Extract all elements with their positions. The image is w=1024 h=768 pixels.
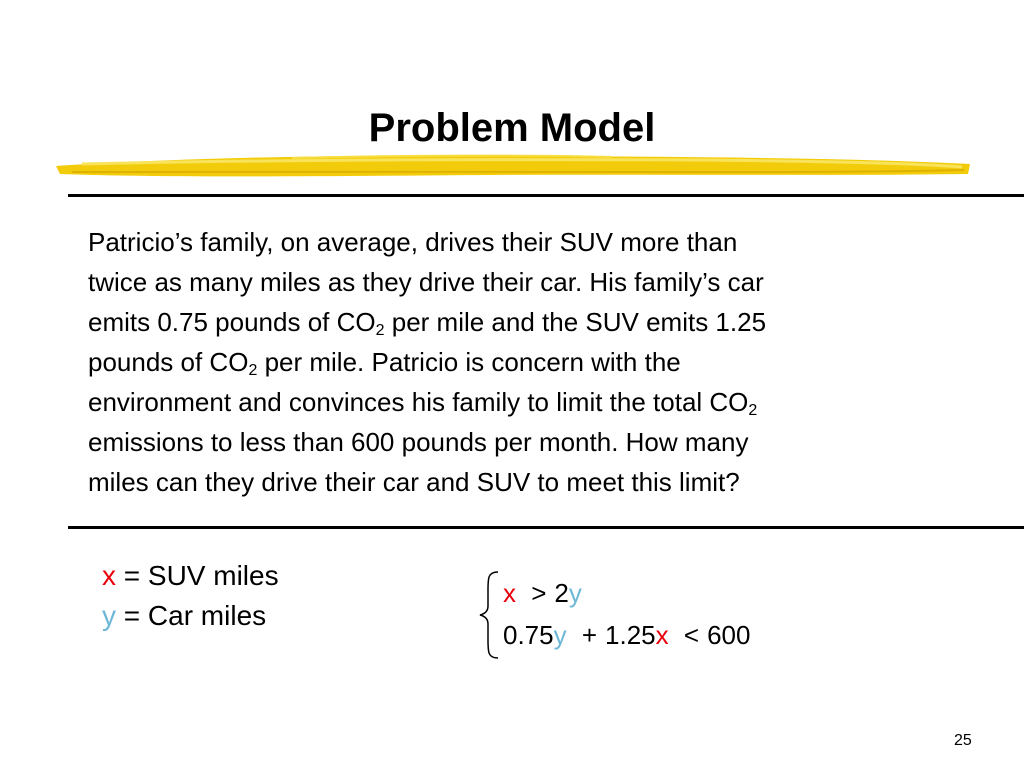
problem-line: environment and convinces his family to limit the total $CO_2$ — [88, 387, 758, 419]
variable-definitions — [102, 556, 279, 636]
problem-line: Patricio’s family, on average, drives their SUV more than — [88, 227, 738, 257]
problem-statement — [88, 222, 988, 502]
subscript: 2 — [248, 362, 258, 379]
variable-x: x — [102, 560, 116, 591]
definition-y: y = Car miles — [102, 600, 267, 631]
problem-line: pounds of $CO_2$ per mile. Patricio is concern with the — [88, 347, 681, 379]
subscript: 2 — [375, 322, 385, 339]
definition-x: x = SUV miles — [102, 560, 279, 591]
problem-line: emissions to less than 600 pounds per month. How many — [88, 427, 749, 457]
problem-line: twice as many miles as they drive their car. His family’s car — [88, 267, 764, 297]
top-divider — [68, 194, 1024, 197]
problem-line: miles can they drive their car and SUV to meet this limit? — [88, 467, 740, 497]
problem-line: emits 0.75 pounds of $CO_2$ per mile and the SUV emits 1.25 — [88, 307, 767, 339]
subscript: 2 — [748, 402, 758, 419]
variable-y: y — [102, 600, 116, 631]
inequality-1: x > 2y — [503, 578, 582, 608]
left-brace-icon — [478, 570, 502, 660]
inequality-2: 0.75y + 1.25x < 600 — [503, 620, 751, 650]
slide-title: Problem Model — [368, 106, 656, 150]
page-number: 25 — [954, 732, 972, 749]
bottom-divider — [68, 526, 1024, 529]
